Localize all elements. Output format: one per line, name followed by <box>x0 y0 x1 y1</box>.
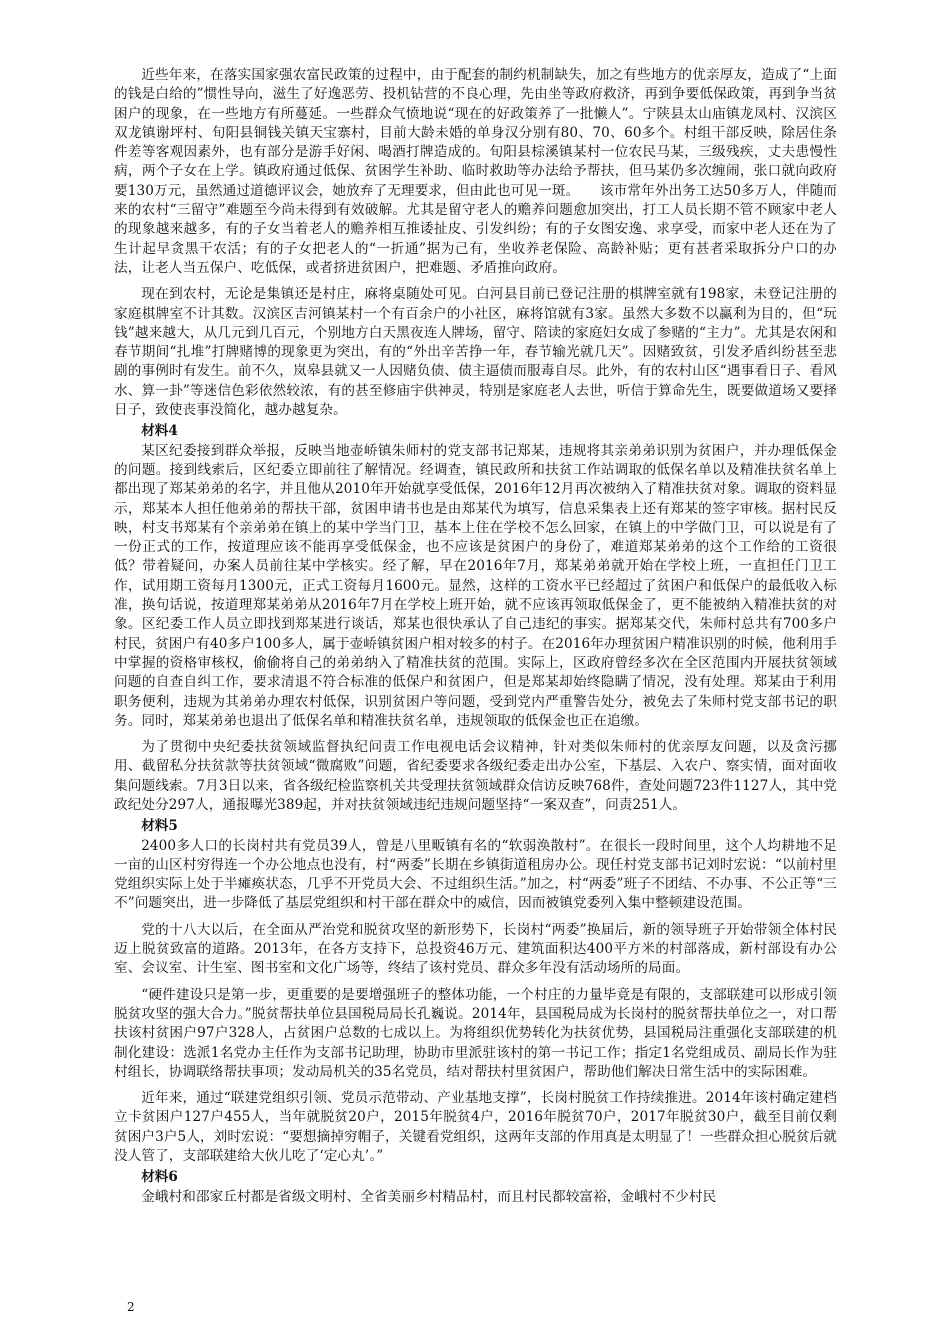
page-number: 2 <box>127 1300 135 1314</box>
paragraph-3: 某区纪委接到群众举报，反映当地壶峤镇朱师村的党支部书记郑某，违规将其亲弟弟识别为贫困户，并办理低保金的问题。接到线索后，区纪委立即前往了解情况。经调查，镇民政所和扶贫工作站调取的低保名单以及精准扶贫名单上都出现了郑某弟弟的名字，并且他从2010年开始就享受低保，2016年12月再次被纳入了精准扶贫对象。调取的资料显示，郑某本人担任他弟弟的帮扶干部，贫困申请书也是由郑某代为填写，信息采集表上还有郑某的签字审核。据村民反映，村支书郑某有个亲弟弟在镇上的某中学当门卫，基本上住在学校不怎么回家，在镇上的中学做门卫，可以说是有了一份正式的工作，按道理应该不能再享受低保金，也不应该是贫困户的身份了，难道郑某弟弟的这个工作给的工资很低？带着疑问，办案人员前往某中学核实。经了解，早在2016年7月，郑某弟弟就开始在学校上班，一直担任门卫工作，试用期工资每月1300元，正式工资每月1600元。显然，这样的工资水平已经超过了贫困户和低保户的最低收入标准，换句话说，按道理郑某弟弟从2016年7月在学校上班开始，就不应该再领取低保金了，更不能被纳入精准扶贫的对象。区纪委工作人员立即找到郑某进行谈话，郑某也很快承认了自己违纪的事实。据郑某交代，朱师村总共有700多户村民，贫困户有40多户100多人，属于壶峤镇贫困户相对较多的村子。在2016年办理贫困户精准识别的时候，他利用手中掌握的资格审核权，偷偷将自己的弟弟纳入了精准扶贫的范围。实际上，区政府曾经多次在全区范围内开展扶贫领域问题的自查自纠工作，要求清退不符合标准的低保户和贫困户，但是郑某却始终隐瞒了情况，没有处理。郑某由于利用职务便利，违规为其弟弟办理农村低保，识别贫困户等问题，受到党内严重警告处分，被免去了朱师村党支部书记的职务。同时，郑某弟弟也退出了低保名单和精准扶贫名单，违规领取的低保金也正在追缴。 <box>114 442 837 729</box>
paragraph-2: 现在到农村，无论是集镇还是村庄，麻将桌随处可见。白河县目前已登记注册的棋牌室就有198家，未登记注册的家庭棋牌室不计其数。汉滨区吉河镇某村一个有百余户的小社区，麻将馆就有3家。虽然大多数不以赢利为目的，但“玩钱”越来越大，从几元到几百元，个别地方白天黑夜连人牌场，留守、陪读的家庭妇女成了参赌的“主力”。尤其是农闲和春节期间“扎堆”打牌赌博的现象更为突出，有的“外出辛苦挣一年，春节输光就几天”。因赌致贫，引发矛盾纠纷甚至悲剧的事例时有发生。前不久，岚皋县就又一人因赌负债、债主逼债而服毒自尽。此外，有的农村山区“遇事看日子、看风水、算一卦”等迷信色彩依然较浓，有的甚至修庙宇供神灵，特别是家庭老人去世，听信于算命先生，既要做道场又要择日子，致使丧事没简化，越办越复杂。 <box>114 286 837 419</box>
heading-material-5: 材料5 <box>141 818 178 835</box>
paragraph-8: 近年来，通过“联建党组织引领、党员示范带动、产业基地支撑”，长岗村脱贫工作持续推进。2014年该村确定建档立卡贫困户127户455人，当年就脱贫20户，2015年脱贫4户，2016年脱贫70户，2017年脱贫30户，截至目前仅剩贫困户3户5人，刘时宏说：“要想摘掉穷帽子，关键看党组织，这两年支部的作用真是太明显了！一些群众担心脱贫后就没人管了，支部联建给大伙儿吃了‘定心丸’。” <box>114 1090 837 1165</box>
document-body <box>114 66 837 1207</box>
paragraph-7: “硬件建设只是第一步，更重要的是要增强班子的整体功能，一个村庄的力量毕竟是有限的，支部联建可以形成引领脱贫攻坚的强大合力。”脱贫帮扶单位县国税局局长孔巍说。2014年，县国税局成为长岗村的脱贫帮扶单位之一，对口帮扶该村贫困户97户328人，占贫困户总数的七成以上。为将组织优势转化为扶贫优势，县国税局注重强化支部联建的机制化建设：选派1名党办主任作为支部书记助理，协助市里派驻该村的第一书记工作；指定1名党组成员、副局长作为驻村组长，协调联络帮扶事项；发动局机关的35名党员，结对帮扶村里贫困户，帮助他们解决日常生活中的实际困难。 <box>114 986 837 1080</box>
heading-material-4: 材料4 <box>141 423 178 440</box>
paragraph-5: 2400多人口的长岗村共有党员39人，曾是八里畈镇有名的“软弱涣散村”。在很长一段时间里，这个人均耕地不足一亩的山区村穷得连一个办公地点也没有，村“两委”长期在乡镇街道租房办公。现任村党支部书记刘时宏说：“以前村里党组织实际上处于半瘫痪状态，几乎不开党员大会、不过组织生活。”加之，村“两委”班子不团结、不办事、不公正等“三不”问题突出，进一步降低了基层党组织和村干部在群众中的威信，因而被镇党委列入集中整顿建设范围。 <box>114 837 837 912</box>
paragraph-9: 金峨村和邵家丘村都是省级文明村、全省美丽乡村精品村，而且村民都较富裕，金峨村不少村民 <box>141 1188 717 1205</box>
heading-material-6: 材料6 <box>141 1169 178 1186</box>
paragraph-1: 近些年来，在落实国家强农富民政策的过程中，由于配套的制约机制缺失，加之有些地方的优亲厚友，造成了“上面的钱是白给的”惯性导向，滋生了好逸恶劳、投机钻营的不良心理，先由坐等政府救济，再到争要低保政策，再到争当贫困户的现象，在一些地方有所蔓延。一些群众气愤地说“现在的好政策养了一批懒人”。宁陕县太山庙镇龙凤村、汉滨区双龙镇谢坪村、旬阳县铜钱关镇天宝寨村，目前大龄未婚的单身汉分别有80、70、60多个。村组干部反映，除居住条件差等客观因素外，也有部分是游手好闲、喝酒打牌造成的。旬阳县棕溪镇某村一位农民马某，三级残疾，丈夫患慢性病，两个子女在上学。镇政府通过低保、贫困学生补助、临时救助等办法给予帮扶，但马某仍多次缠闹，张口就向政府要130万元，虽然通过道德评议会，她放弃了无理要求，但由此也可见一斑。 该市常年外出务工达50多万人，伴随而来的农村“三留守”难题至今尚未得到有效破解。尤其是留守老人的赡养问题愈加突出，打工人员长期不管不顾家中老人的现象越来越多，有的子女当着老人的赡养相互推诿扯皮、引发纠纷；有的子女图安逸、求享受，而家中老人还在为了生计起早贪黑干农活；有的子女把老人的“一折通”据为己有，坐收养老保险、高龄补贴；更有甚者采取拆分户口的办法，让老人当五保户、吃低保，或者挤进贫困户，把难题、矛盾推向政府。 <box>114 67 837 276</box>
paragraph-4: 为了贯彻中央纪委扶贫领域监督执纪问责工作电视电话会议精神，针对类似朱师村的优亲厚友问题，以及贪污挪用、截留私分扶贫款等扶贫领域“微腐败”问题，省纪委要求各级纪委走出办公室，下基层、入农户、察实情，面对面收集问题线索。7月3日以来，省各级纪检监察机关共受理扶贫领域群众信访反映768件，查处问题723件1127人，其中党政纪处分297人，通报曝光389起，并对扶贫领域违纪违规问题坚持“一案双查”，问责251人。 <box>114 739 837 813</box>
paragraph-6: 党的十八大以后，在全面从严治党和脱贫攻坚的新形势下，长岗村“两委”换届后，新的领导班子开始带领全体村民迈上脱贫致富的道路。2013年，在各方支持下，总投资46万元、建筑面积达400平方米的村部落成，新村部设有办公室、会议室、计生室、图书室和文化广场等，终结了该村党员、群众多年没有活动场所的局面。 <box>114 921 837 977</box>
